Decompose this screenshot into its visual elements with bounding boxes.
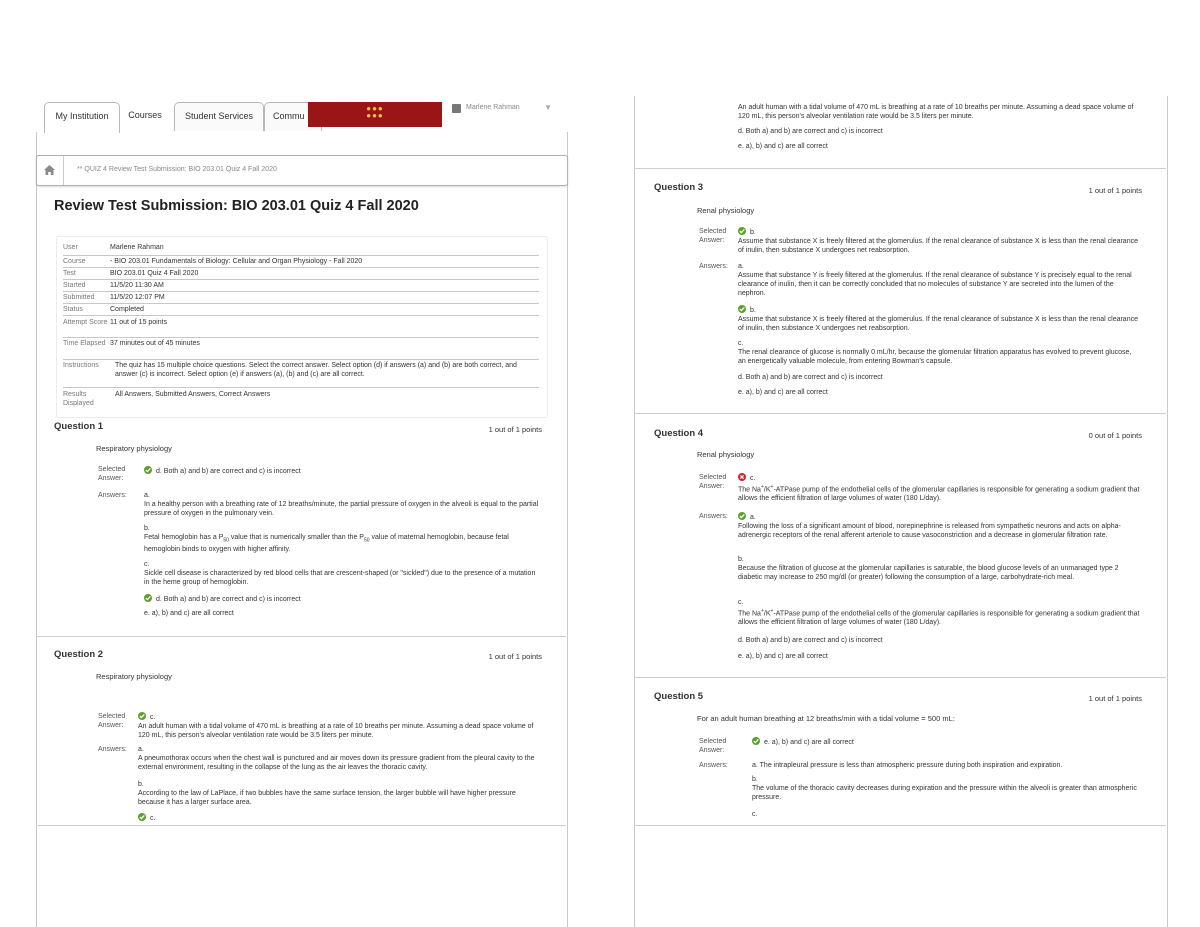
home-icon	[44, 165, 55, 175]
answers-label: Answers:	[699, 513, 728, 520]
q2-answer-c	[138, 813, 543, 823]
q2-answer-a	[138, 745, 543, 772]
q1-answer-a	[144, 491, 539, 518]
info-key: Time Elapsed	[63, 340, 106, 347]
info-key: Started	[63, 282, 86, 289]
question-2-points: 1 out of 1 points	[488, 652, 542, 661]
answer-letter: a.	[738, 263, 744, 270]
q4-answer-a	[738, 512, 1144, 540]
divider	[36, 825, 566, 826]
q3-answer-e: e. a), b) and c) are all correct	[738, 389, 828, 396]
brand-logo-icon: ●●● ●●●	[366, 104, 384, 120]
q5-answer-b	[752, 775, 1142, 802]
info-key: Submitted	[63, 294, 95, 301]
answer-text: e. a), b) and c) are all correct	[764, 739, 854, 746]
answer-text: Because the filtration of glucose at the glomerular capillaries is saturable, the blood glucose levels of an unmanaged type 2 diabetic may increase to 250 mg/dl (or greater) following the consumption of a large, carbohydrate-rich meal.	[738, 565, 1119, 581]
answer-letter: b.	[138, 781, 144, 788]
answer-letter: c.	[150, 714, 156, 721]
answer-text: d. Both a) and b) are correct and c) is incorrect	[156, 468, 301, 475]
top-nav-tabs	[44, 102, 306, 132]
q3-answer-a	[738, 262, 1140, 298]
selected-answer-label: Selected Answer:	[98, 466, 126, 482]
info-value: BIO 203.01 Quiz 4 Fall 2020	[110, 270, 199, 277]
answer-text: Assume that substance Y is freely filtered at the glomerulus. If the renal clearance of substance Y is precisely equal to the renal clearance of inulin, then it can be correctly concluded that no molecules of substance Y are secreted into the lumen of the nephron.	[738, 272, 1132, 297]
answer-letter: b.	[738, 556, 744, 563]
question-5-points: 1 out of 1 points	[1088, 694, 1142, 703]
tab-label: My Institution	[55, 111, 109, 121]
q2-answer-c-text: An adult human with a tidal volume of 470 mL is breathing at a rate of 10 breaths per minute. Assuming a dead space volume of 120 mL, this person's alveolar ventilation rate would be 3.5 liters per minute.	[738, 104, 1134, 120]
info-value: 11 out of 15 points	[110, 319, 168, 326]
info-row-results	[63, 390, 539, 408]
answer-text: Fetal hemoglobin has a $P_{50}$ value that is numerically smaller than the $P_{50}$ value of maternal hemoglobin, because fetal hemoglobin binds to oxygen with higher affinity.	[144, 534, 509, 554]
incorrect-icon	[738, 473, 746, 481]
question-4-topic: Renal physiology	[697, 450, 755, 459]
info-value: Marlene Rahman	[110, 244, 164, 251]
divider	[634, 168, 1166, 169]
answers-label: Answers:	[98, 746, 127, 753]
check-icon	[752, 737, 760, 745]
answer-text: The volume of the thoracic cavity decreases during expiration and the pressure within the alveoli is greater than atmospheric pressure.	[752, 785, 1137, 801]
answer-text: A pneumothorax occurs when the chest wall is punctured and air moves down its pressure gradient from the pleural cavity to the external environment, resulting in the collapse of the lung as the air leaves the thoracic cavity.	[138, 755, 535, 771]
info-value: All Answers, Submitted Answers, Correct Answers	[115, 391, 271, 398]
q2-selected-answer	[138, 712, 538, 740]
info-row-started	[63, 281, 539, 291]
answer-letter: a.	[144, 492, 150, 499]
user-menu[interactable]	[452, 104, 552, 126]
q4-answer-e: e. a), b) and c) are all correct	[738, 653, 828, 660]
answer-letter: a.	[138, 746, 144, 753]
check-icon	[144, 466, 152, 474]
info-key: Status	[63, 306, 83, 313]
info-row-status	[63, 305, 539, 315]
q3-answer-c	[738, 339, 1140, 366]
brand-banner	[308, 102, 442, 127]
info-row-instructions	[63, 361, 539, 381]
selected-answer-label: Selected Answer:	[699, 228, 727, 244]
q5-selected-answer	[752, 737, 1142, 747]
divider	[634, 825, 1166, 826]
question-1-points: 1 out of 1 points	[488, 425, 542, 434]
q5-answer-a: a. The intrapleural pressure is less than atmospheric pressure during both inspiration and expiration.	[752, 762, 1063, 769]
question-1-title: Question 1	[54, 421, 104, 432]
question-2-topic: Respiratory physiology	[96, 672, 172, 681]
question-2-title: Question 2	[54, 649, 104, 660]
tab-label: Student Services	[184, 111, 254, 121]
q4-answer-b	[738, 555, 1140, 582]
question-3-topic: Renal physiology	[697, 206, 755, 215]
tab-courses[interactable]	[120, 102, 170, 130]
q4-selected-answer	[738, 473, 1140, 503]
answer-letter: b.	[750, 307, 756, 314]
answer-text: d. Both a) and b) are correct and c) is incorrect	[156, 596, 301, 603]
breadcrumb[interactable]: ** QUIZ 4 Review Test Submission: BIO 203.01 Quiz 4 Fall 2020	[77, 166, 277, 173]
answer-text: Following the loss of a significant amount of blood, norepinephrine is released from sympathetic neurons and acts on alpha-adrenergic receptors of the renal afferent arteriole to cause vasoconstriction and a decrease in glomerular filtration rate.	[738, 523, 1121, 539]
info-row-user	[63, 243, 539, 253]
answer-letter: b.	[752, 776, 758, 783]
answer-text: The Na+/K+-ATPase pump of the endothelial cells of the glomerular capillaries is responsible for generating a sodium gradient that allows the efficient filtration of large volumes of water (180 L/day).	[738, 608, 1140, 627]
info-value: - BIO 203.01 Fundamentals of Biology: Cellular and Organ Physiology - Fall 2020	[110, 258, 363, 265]
answer-letter: c.	[144, 561, 150, 568]
q2-answer-e: e. a), b) and c) are all correct	[738, 143, 828, 150]
tab-student-services[interactable]	[174, 102, 264, 131]
answer-letter: c.	[750, 475, 756, 482]
page-title: Review Test Submission: BIO 203.01 Quiz 4 Fall 2020	[54, 198, 419, 214]
info-key: User	[63, 244, 78, 251]
question-1-topic: Respiratory physiology	[96, 444, 172, 453]
check-icon	[138, 712, 146, 720]
question-3-title: Question 3	[654, 182, 704, 193]
info-row-time	[63, 339, 539, 357]
avatar	[452, 104, 461, 113]
chevron-down-icon: ▼	[544, 103, 552, 112]
info-key: Attempt Score	[63, 319, 108, 326]
answer-text: An adult human with a tidal volume of 470 mL is breathing at a rate of 10 breaths per minute. Assuming a dead space volume of 120 mL, this person's alveolar ventilation rate would be 3.5 liters per minute.	[138, 723, 534, 739]
question-3-points: 1 out of 1 points	[1088, 186, 1142, 195]
q1-answer-e: e. a), b) and c) are all correct	[144, 610, 234, 617]
question-4-points: 0 out of 1 points	[1088, 431, 1142, 440]
check-icon	[738, 512, 746, 520]
answer-text: The Na+/K+-ATPase pump of the endothelial cells of the glomerular capillaries is responsible for generating a sodium gradient that allows the efficient filtration of large volumes of water (180 L/day).	[738, 484, 1140, 503]
selected-answer-label: Selected Answer:	[699, 738, 727, 754]
info-value: The quiz has 15 multiple choice questions. Select the correct answer. Select option (d) if answers (a) and (b) are both correct, and answer (c) is incorrect. Select option (e) if answers (a), (b) and (c) are all correct.	[115, 362, 517, 378]
answers-label: Answers:	[699, 762, 728, 769]
answers-label: Answers:	[98, 492, 127, 499]
q1-answer-d	[144, 594, 539, 604]
answer-letter: b.	[144, 525, 150, 532]
q4-answer-c	[738, 598, 1140, 627]
submission-info-table	[56, 236, 548, 418]
question-5-topic: For an adult human breathing at 12 breaths/min with a tidal volume = 500 mL:	[697, 714, 955, 723]
q1-answer-c	[144, 560, 539, 587]
tab-label: Commu	[273, 111, 305, 121]
q5-answer-c: c.	[752, 811, 758, 818]
info-row-test	[63, 269, 539, 279]
info-key: Instructions	[63, 362, 99, 369]
answer-letter: c.	[738, 340, 744, 347]
info-value: Completed	[110, 306, 144, 313]
check-icon	[144, 594, 152, 602]
q2-answer-b	[138, 780, 543, 807]
home-button[interactable]	[37, 156, 64, 185]
q4-answer-d: d. Both a) and b) are correct and c) is incorrect	[738, 637, 883, 644]
tab-my-institution[interactable]	[44, 102, 120, 133]
question-5-title: Question 5	[654, 691, 704, 702]
info-value: 11/5/20 11:30 AM	[110, 282, 164, 289]
answer-letter: c.	[150, 815, 156, 822]
answer-text: The renal clearance of glucose is normally 0 mL/hr, because the glomerular filtration apparatus has evolved to prevent glucose, an energetically valuable molecule, from entering Bowman's capsule.	[738, 349, 1132, 365]
user-name: Marlene Rahman	[466, 104, 520, 111]
info-key: Course	[63, 258, 86, 265]
divider	[634, 413, 1166, 414]
q3-selected-answer	[738, 227, 1140, 255]
check-icon	[738, 305, 746, 313]
q2-answer-d: d. Both a) and b) are correct and c) is incorrect	[738, 128, 883, 135]
q3-answer-d: d. Both a) and b) are correct and c) is incorrect	[738, 374, 883, 381]
answer-letter: a.	[750, 514, 756, 521]
question-4-title: Question 4	[654, 428, 704, 439]
q1-selected-answer	[144, 466, 534, 476]
selected-answer-label: Selected Answer:	[699, 474, 727, 490]
q3-answer-b	[738, 305, 1140, 333]
selected-answer-label: Selected Answer:	[98, 713, 126, 729]
divider	[36, 636, 566, 637]
info-row-submitted	[63, 293, 539, 303]
answer-text: In a healthy person with a breathing rate of 12 breaths/minute, the partial pressure of oxygen in the alveoli is equal to the partial pressure of oxygen in the pulmonary vein.	[144, 501, 539, 517]
check-icon	[738, 227, 746, 235]
info-key: Results Displayed	[63, 391, 94, 407]
info-value: 37 minutes out of 45 minutes	[110, 340, 200, 347]
tab-label: Courses	[128, 110, 162, 120]
divider	[634, 677, 1166, 678]
check-icon	[138, 813, 146, 821]
answer-text: Assume that substance X is freely filtered at the glomerulus. If the renal clearance of substance X is less than the renal clearance of inulin, then substance X undergoes net reabsorption.	[738, 238, 1138, 254]
answers-label: Answers:	[699, 263, 728, 270]
answer-letter: c.	[738, 599, 744, 606]
answer-text: Assume that substance X is freely filtered at the glomerulus. If the renal clearance of substance X is less than the renal clearance of inulin, then substance X undergoes net reabsorption.	[738, 316, 1138, 332]
info-row-course	[63, 257, 539, 267]
answer-text: Sickle cell disease is characterized by red blood cells that are crescent-shaped (or "sickled") due to the presence of a mutation in the heme group of hemoglobin.	[144, 570, 536, 586]
q1-answer-b	[144, 524, 539, 554]
info-value: 11/5/20 12:07 PM	[110, 294, 165, 301]
breadcrumb-bar	[36, 155, 568, 186]
info-row-score	[63, 318, 539, 336]
answer-text: According to the law of LaPlace, if two bubbles have the same surface tension, the larger bubble will have higher pressure because it has a larger surface area.	[138, 790, 516, 806]
answer-letter: b.	[750, 229, 756, 236]
info-key: Test	[63, 270, 76, 277]
